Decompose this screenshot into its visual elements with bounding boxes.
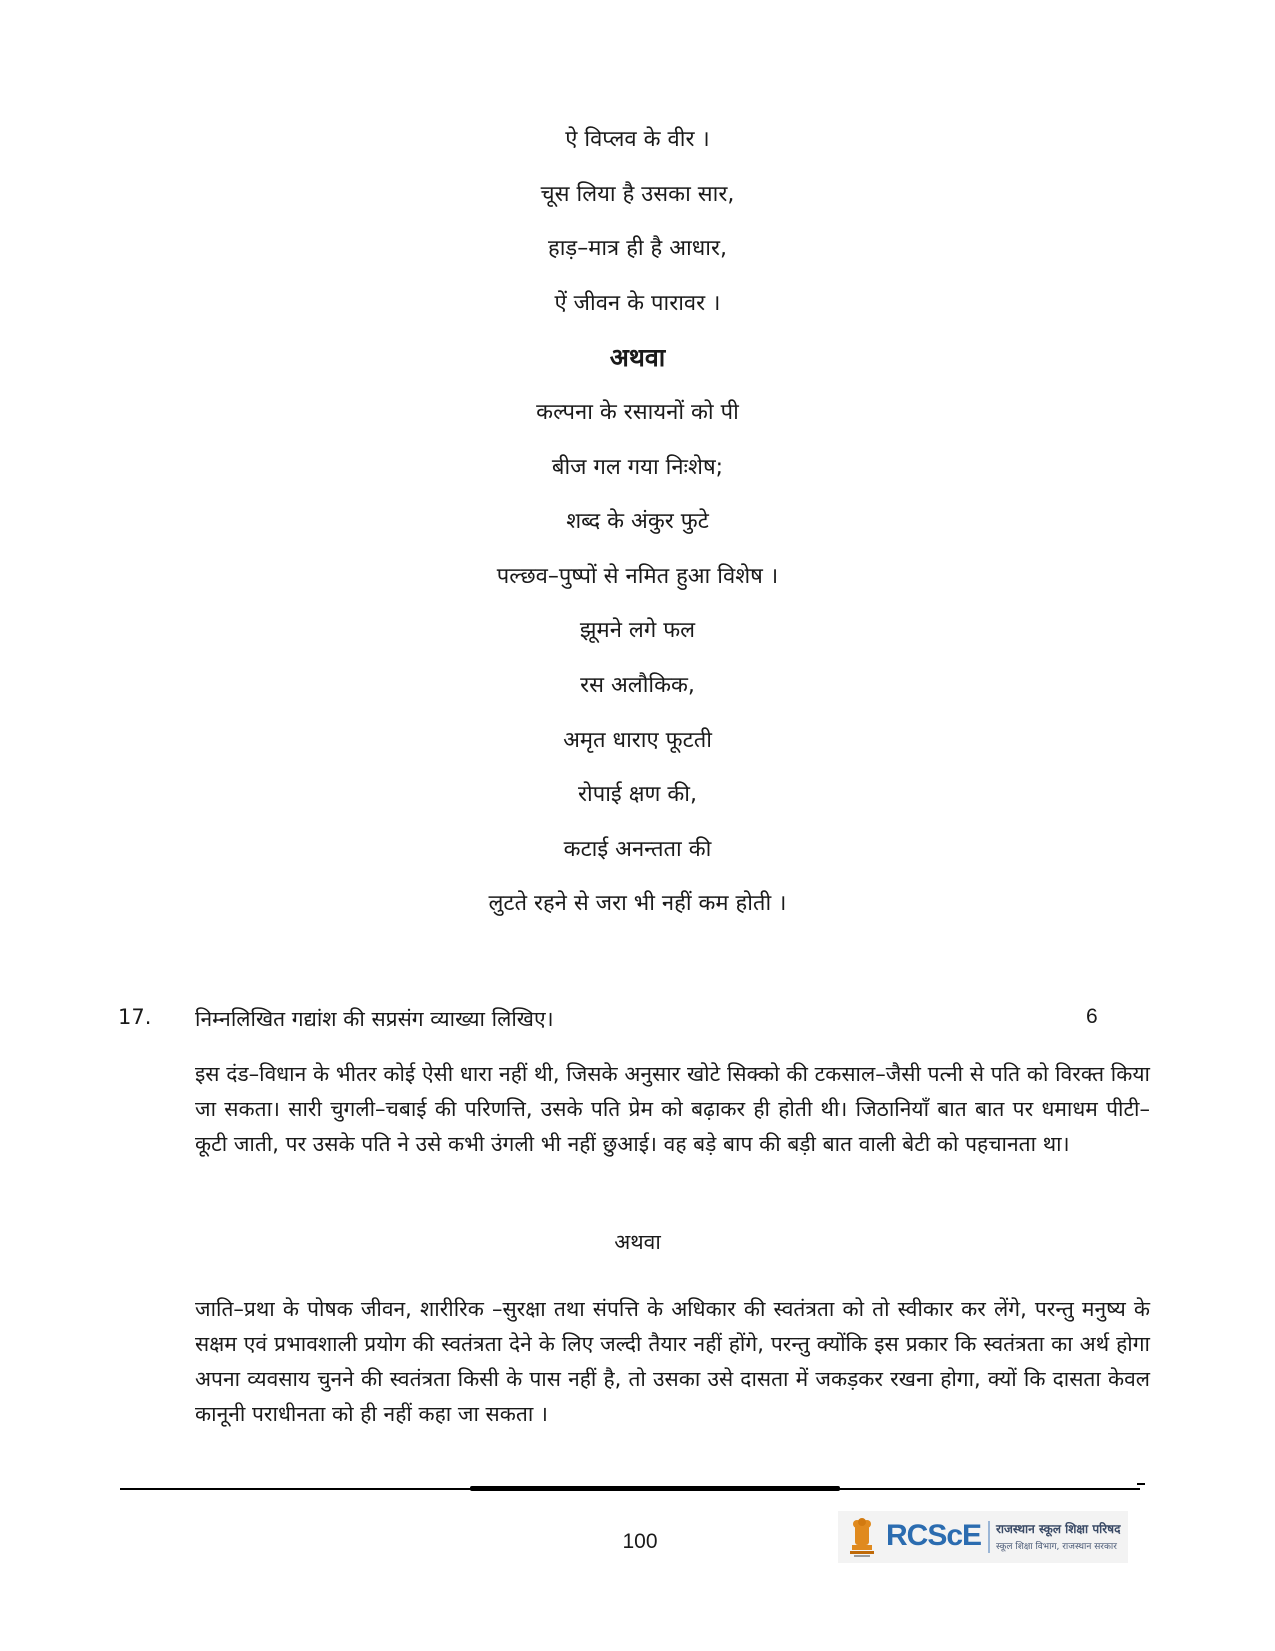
logo-separator — [988, 1521, 990, 1553]
question-text: निम्नलिखित गद्यांश की सप्रसंग व्याख्या लिखिए। — [195, 1007, 554, 1031]
logo-subtitle: स्कूल शिक्षा विभाग, राजस्थान सरकार — [996, 1542, 1117, 1552]
poem-line: कटाई अनन्तता की — [563, 836, 712, 862]
poem-line: अमृत धाराए फूटती — [563, 727, 712, 753]
poem-line: बीज गल गया निःशेष; — [551, 454, 724, 480]
footer-rule-accent — [470, 1486, 840, 1491]
rcsce-logo — [838, 1511, 1128, 1563]
poem-line: ऐ विप्लव के वीर । — [565, 127, 710, 152]
page-number: 100 — [622, 1530, 658, 1553]
poem-line: रस अलौकिक, — [580, 672, 695, 698]
poem-line: झूमने लगे फल — [579, 618, 696, 644]
poem-line: हाड़–मात्र ही है आधार, — [548, 236, 727, 262]
footer-dash — [1137, 1483, 1145, 1485]
poem-line: लुटते रहने से जरा भी नहीं कम होती । — [488, 891, 787, 917]
poem-line: चूस लिया है उसका सार, — [540, 181, 735, 207]
passage-1: इस दंड–विधान के भीतर कोई ऐसी धारा नहीं थी, जिसके अनुसार खोटे सिक्को की टकसाल–जैसी पत्नी से पति को विरक्त किया जा सकता। सारी चुगली–चबाई की परिणत्ति, उसके पति प्रेम को बढ़ाकर ही होती थी। जिठानियाँ बात बात पर धमाधम पीटी–कूटी जाती, पर उसके पति ने उसे कभी उंगली भी नहीं छुआई। वह बड़े बाप की बड़ी बात वाली बेटी को पहचानता था। — [195, 1062, 1150, 1156]
poem-line: ऐं जीवन के पारावर । — [554, 290, 721, 316]
national-emblem-icon — [844, 1515, 880, 1559]
poem-line: पल्छव–पुष्पों से नमित हुआ विशेष । — [496, 563, 779, 589]
poem-line: शब्द के अंकुर फुटे — [566, 509, 709, 535]
logo-title: राजस्थान स्कूल शिक्षा परिषद — [996, 1522, 1121, 1536]
poem-or-heading: अथवा — [609, 343, 666, 373]
question-marks: 6 — [1086, 1005, 1098, 1028]
passage-2: जाति–प्रथा के पोषक जीवन, शारीरिक –सुरक्षा तथा संपत्ति के अधिकार की स्वतंत्रता को तो स्वीकार कर लेंगे, परन्तु मनुष्य के सक्षम एवं प्रभावशाली प्रयोग की स्वतंत्रता देने के लिए जल्दी तैयार नहीं होंगे, परन्तु क्योंकि इस प्रकार कि स्वतंत्रता का अर्थ होगा अपना व्यवसाय चुनने की स्वतंत्रता किसी के पास नहीं है, तो उसका उसे दासता में जकड़कर रखना होगा, क्यों कि दासता केवल कानूनी पराधीनता को ही नहीं कहा जा सकता । — [195, 1297, 1150, 1426]
passage-or-label: अथवा — [614, 1230, 661, 1254]
poem-line: रोपाई क्षण की, — [578, 782, 697, 808]
poem-line: कल्पना के रसायनों को पी — [536, 399, 739, 425]
logo-wordmark: RCScE — [886, 1519, 982, 1552]
poem — [0, 113, 1275, 932]
question-number: 17. — [118, 1005, 152, 1029]
